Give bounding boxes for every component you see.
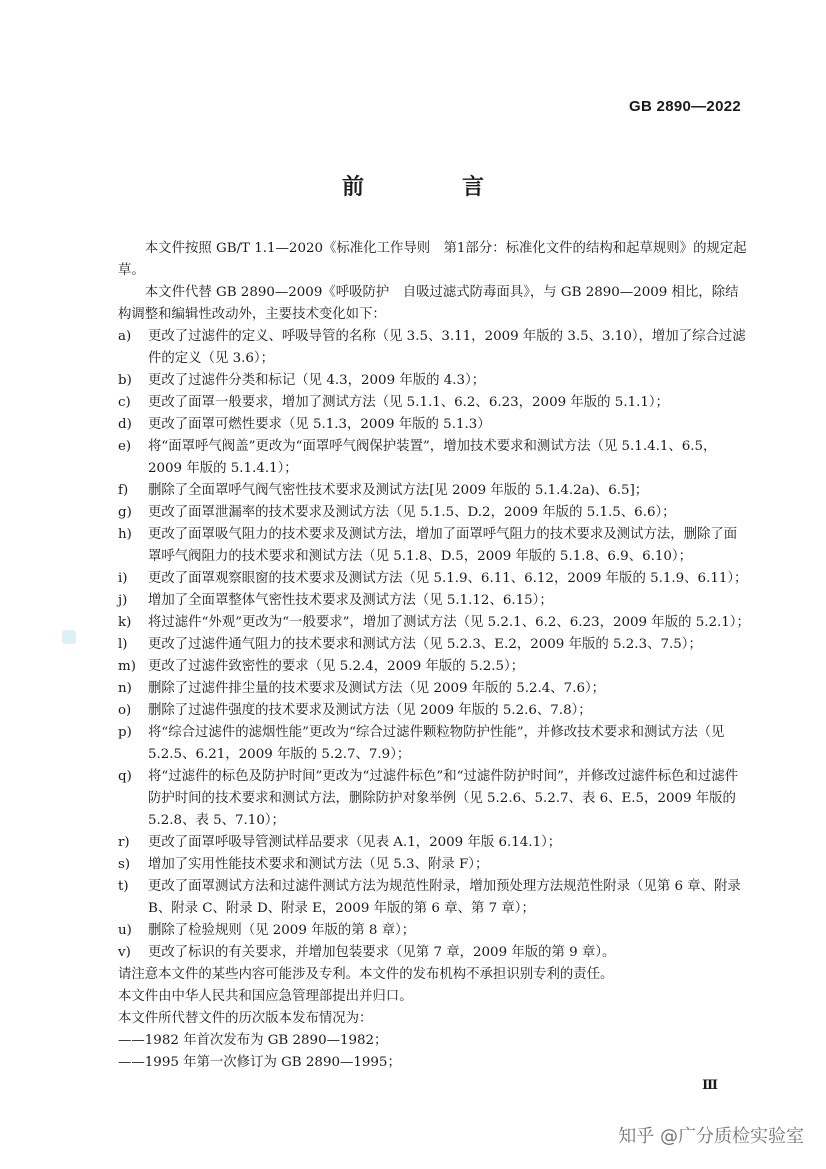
page-title: 前 言: [341, 175, 522, 200]
list-item: [118, 480, 750, 502]
list-item-text: 更改了标识的有关要求，并增加包装要求（见第 7 章，2009 年版的第 9 章）。: [148, 945, 616, 960]
intro-paragraph: 本文件代替 GB 2890—2009《呼吸防护 自吸过滤式防毒面具》，与 GB 2890—2009 相比，除结构调整和编辑性改动外，主要技术变化如下：: [118, 285, 739, 322]
list-item-text: 更改了面罩泄漏率的技术要求及测试方法（见 5.1.5、D.2，2009 年版的 5.1.5、6.6）；: [148, 505, 676, 520]
list-marker: i): [118, 571, 128, 586]
list-item-text: 将“面罩呼气阀盖”更改为“面罩呼气阀保护装置”，增加技术要求和测试方法（见 5.1.4.1、6.5，2009 年版的 5.1.4.1）；: [148, 439, 717, 476]
list-marker: f): [118, 483, 129, 498]
list-item: [118, 634, 750, 656]
list-item: [118, 370, 750, 392]
list-item-text: 增加了实用性能技术要求和测试方法（见 5.3、附录 F）；: [148, 857, 489, 872]
list-item-text: 更改了面罩吸气阻力的技术要求及测试方法，增加了面罩呼气阻力的技术要求及测试方法，删除了面罩呼气阀阻力的技术要求和测试方法（见 5.1.8、D.5，2009 年版的 5.1.8、6.9、6.10）；: [148, 527, 738, 564]
list-item: [118, 766, 750, 832]
list-item: [118, 876, 750, 920]
list-marker: b): [118, 373, 132, 388]
list-item: [118, 568, 750, 590]
list-marker: a): [118, 329, 132, 344]
list-item: [118, 700, 750, 722]
list-item: [118, 524, 750, 568]
list-item: [118, 722, 750, 766]
list-item-text: 更改了过滤件通气阻力的技术要求和测试方法（见 5.2.3、E.2，2009 年版的 5.2.3、7.5）；: [148, 637, 702, 652]
list-marker: n): [118, 681, 132, 696]
list-item-text: 更改了过滤件的定义、呼吸导管的名称（见 3.5、3.11，2009 年版的 3.5、3.10），增加了综合过滤件的定义（见 3.6）；: [148, 329, 746, 366]
list-item-text: 增加了全面罩整体气密性技术要求及测试方法（见 5.1.12、6.15）；: [148, 593, 553, 608]
list-item: [118, 590, 750, 612]
list-item-text: 更改了过滤件致密性的要求（见 5.2.4，2009 年版的 5.2.5）；: [148, 659, 525, 674]
list-item-text: 更改了面罩测试方法和过滤件测试方法为规范性附录，增加预处理方法规范性附录（见第 6 章、附录 B、附录 C、附录 D、附录 E，2009 年版的第 6 章、第 7 章）；: [148, 879, 741, 916]
list-item-text: 删除了检验规则（见 2009 年版的第 8 章）；: [148, 923, 416, 938]
history-entry: ——1982 年首次发布为 GB 2890—1982；: [118, 1033, 388, 1048]
list-marker: k): [118, 615, 132, 630]
list-marker: d): [118, 417, 132, 432]
list-item-text: 将过滤件“外观”更改为“一般要求”，增加了测试方法（见 5.2.1、6.2、6.23，2009 年版的 5.2.1）；: [148, 615, 750, 630]
closing-paragraph: 本文件所代替文件的历次版本发布情况为：: [118, 1011, 373, 1026]
page-number: Ⅲ: [702, 1078, 718, 1093]
list-item-text: 更改了面罩观察眼窗的技术要求及测试方法（见 5.1.9、6.11、6.12，2009 年版的 5.1.9、6.11）；: [148, 571, 748, 586]
list-marker: c): [118, 395, 131, 410]
list-item: [118, 854, 750, 876]
list-marker: j): [118, 593, 128, 608]
list-item: [118, 502, 750, 524]
list-marker: h): [118, 527, 132, 542]
closing-paragraph: 请注意本文件的某些内容可能涉及专利。本文件的发布机构不承担识别专利的责任。: [118, 967, 614, 982]
changes-list: [118, 326, 750, 964]
list-marker: o): [118, 703, 132, 718]
list-item-text: 删除了全面罩呼气阀气密性技术要求及测试方法[见 2009 年版的 5.1.4.2a)、6.5]；: [148, 483, 649, 498]
foreword-body: [118, 238, 750, 1074]
history-entry: ——1995 年第一次修订为 GB 2890—1995；: [118, 1055, 401, 1070]
list-marker: s): [118, 857, 131, 872]
list-item-text: 更改了过滤件分类和标记（见 4.3，2009 年版的 4.3）；: [148, 373, 486, 388]
scan-smudge: [62, 630, 76, 644]
watermark: 知乎 @广分质检实验室: [618, 1126, 804, 1147]
list-item: [118, 436, 750, 480]
list-marker: u): [118, 923, 132, 938]
list-marker: m): [118, 659, 136, 674]
standard-code: GB 2890—2022: [628, 98, 741, 115]
intro-paragraph: 本文件按照 GB/T 1.1—2020《标准化工作导则 第1部分：标准化文件的结构和起草规则》的规定起草。: [118, 241, 747, 278]
closing-paragraph: 本文件由中华人民共和国应急管理部提出并归口。: [118, 989, 413, 1004]
list-item: [118, 612, 750, 634]
list-item-text: 将“过滤件的标色及防护时间”更改为“过滤件标色”和“过滤件防护时间”，并修改过滤件标色和过滤件防护时间的技术要求和测试方法，删除防护对象举例（见 5.2.6、5.2.7、表 6、E.5，2009 年版的 5.2.8、表 5、7.10）；: [148, 769, 739, 828]
list-item-text: 更改了面罩一般要求，增加了测试方法（见 5.1.1、6.2、6.23，2009 年版的 5.1.1）；: [148, 395, 669, 410]
list-item-text: 更改了面罩呼吸导管测试样品要求（见表 A.1，2009 年版 6.14.1）；: [148, 835, 562, 850]
list-marker: t): [118, 879, 129, 894]
list-item: [118, 942, 750, 964]
list-item: [118, 832, 750, 854]
list-item-text: 删除了过滤件排尘量的技术要求及测试方法（见 2009 年版的 5.2.4、7.6）；: [148, 681, 606, 696]
list-item: [118, 414, 750, 436]
list-item: [118, 678, 750, 700]
list-item-text: 更改了面罩可燃性要求（见 5.1.3，2009 年版的 5.1.3）: [148, 417, 491, 432]
list-marker: q): [118, 769, 132, 784]
list-marker: r): [118, 835, 130, 850]
list-item: [118, 392, 750, 414]
list-item: [118, 656, 750, 678]
list-item-text: 删除了过滤件强度的技术要求及测试方法（见 2009 年版的 5.2.6、7.8）；: [148, 703, 592, 718]
list-marker: g): [118, 505, 132, 520]
list-item: [118, 326, 750, 370]
list-item: [118, 920, 750, 942]
list-marker: p): [118, 725, 132, 740]
list-marker: v): [118, 945, 131, 960]
list-marker: l): [118, 637, 128, 652]
list-item-text: 将“综合过滤件的滤烟性能”更改为“综合过滤件颗粒物防护性能”，并修改技术要求和测试方法（见 5.2.5、6.21，2009 年版的 5.2.7、7.9）；: [148, 725, 725, 762]
list-marker: e): [118, 439, 132, 454]
